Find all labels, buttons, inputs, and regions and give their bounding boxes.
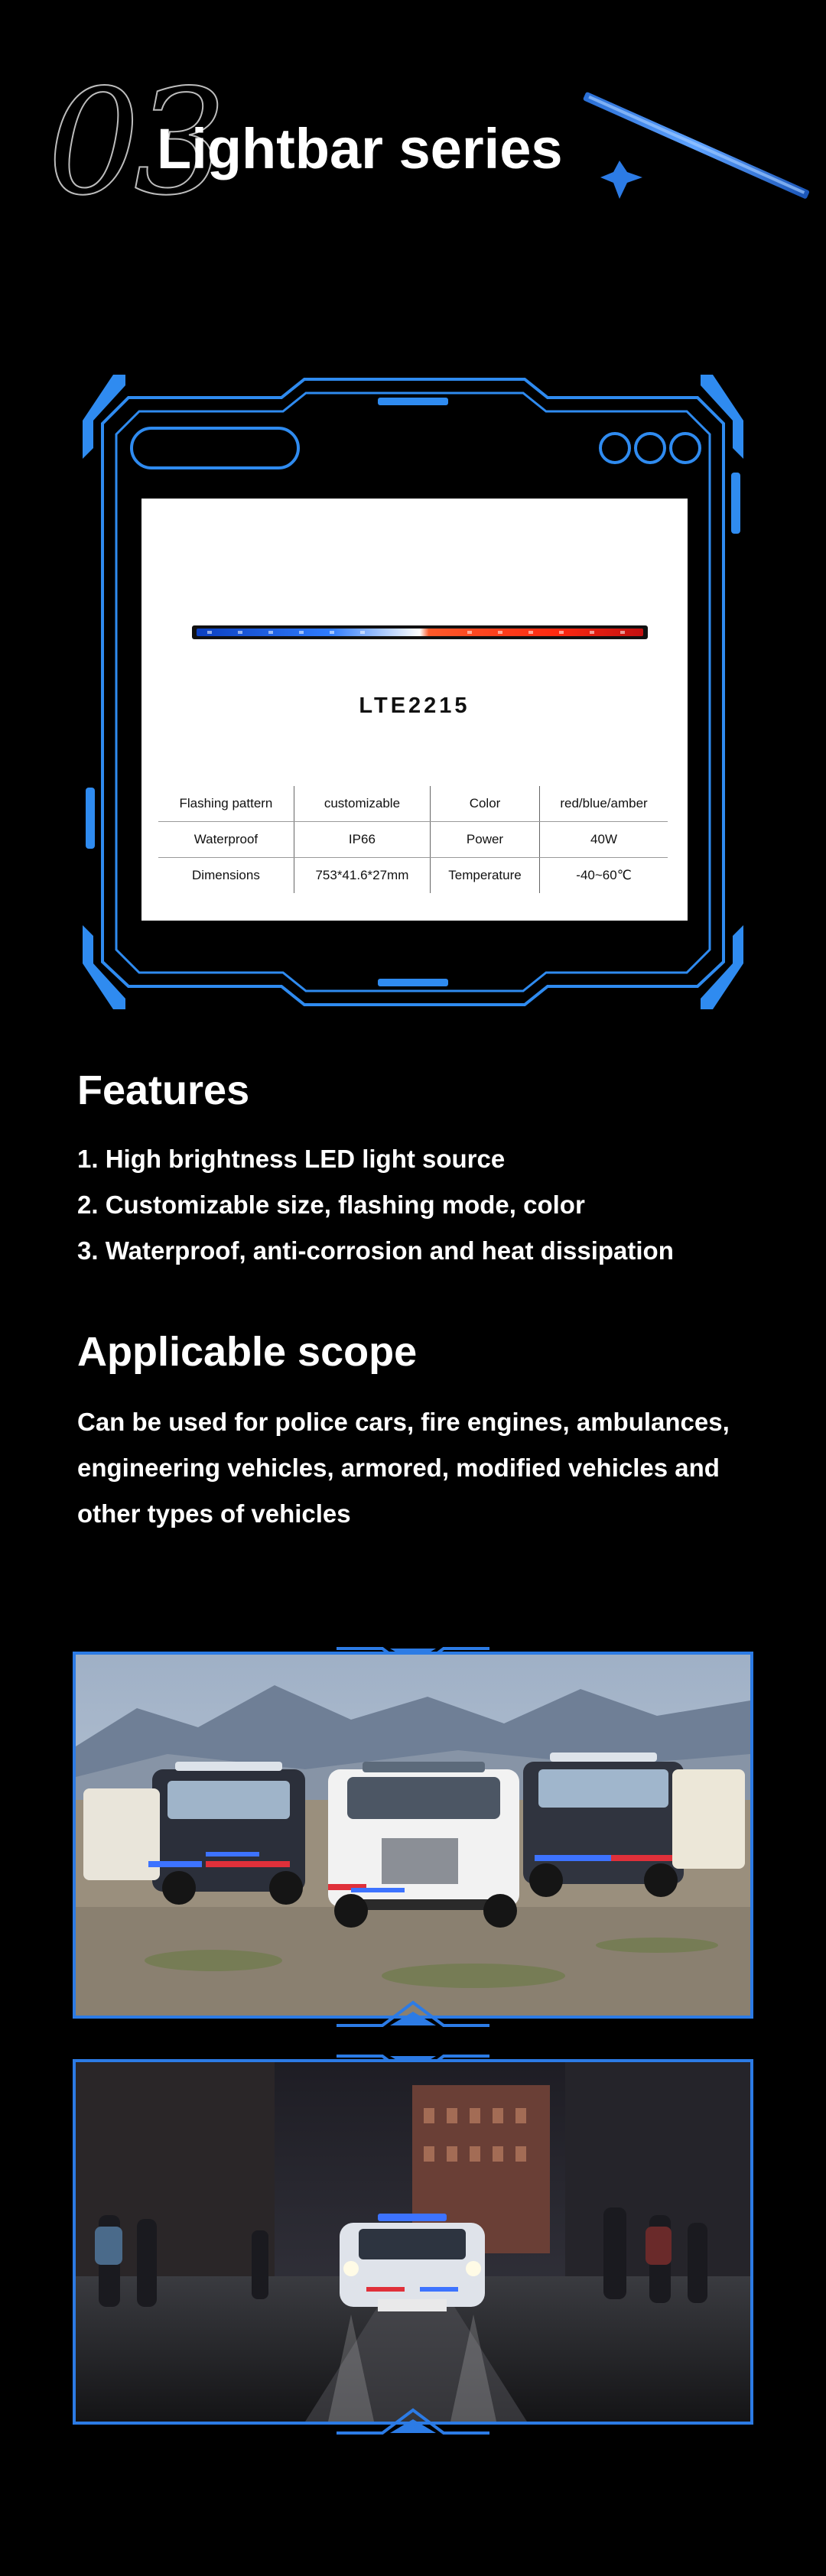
spec-value: -40~60℃ xyxy=(576,868,632,882)
spec-value: customizable xyxy=(294,786,430,822)
spec-table xyxy=(158,786,668,893)
spec-value: 753*41.6*27mm xyxy=(294,858,430,894)
sparkle-icon xyxy=(600,161,642,199)
spec-value: 40W xyxy=(540,822,668,858)
spec-row xyxy=(158,786,668,822)
feature-item: 2. Customizable size, flashing mode, color xyxy=(77,1191,585,1219)
feature-item: 3. Waterproof, anti-corrosion and heat dissipation xyxy=(77,1236,674,1265)
spec-label: Temperature xyxy=(430,858,539,894)
frame-notch-bottom xyxy=(337,2407,489,2438)
product-model: LTE2215 xyxy=(359,694,470,718)
spec-label: Power xyxy=(430,822,539,858)
police-cars-photo xyxy=(73,1652,753,2019)
page-title: Lightbar series xyxy=(157,117,563,180)
spec-label: Flashing pattern xyxy=(158,786,294,822)
scope-text: Can be used for police cars, fire engines, ambulances, engineering vehicles, armored, modified vehicles and other types of vehicles xyxy=(77,1408,730,1528)
spec-label: Waterproof xyxy=(158,822,294,858)
spec-row xyxy=(158,822,668,858)
spec-label: Dimensions xyxy=(158,858,294,894)
spec-value: IP66 xyxy=(294,822,430,858)
scope-heading: Applicable scope xyxy=(77,1329,418,1375)
features-heading: Features xyxy=(77,1067,250,1113)
lightbar-image xyxy=(192,625,648,639)
frame-notch-bottom xyxy=(337,1999,489,2030)
spec-row xyxy=(158,858,668,894)
product-card xyxy=(141,499,688,921)
spec-label: Color xyxy=(430,786,539,822)
police-car-street-photo xyxy=(73,2059,753,2425)
spec-value: red/blue/amber xyxy=(540,786,668,822)
lightbar-decoration xyxy=(566,76,818,214)
section-number: 03 xyxy=(47,58,220,227)
feature-item: 1. High brightness LED light source xyxy=(77,1145,506,1173)
